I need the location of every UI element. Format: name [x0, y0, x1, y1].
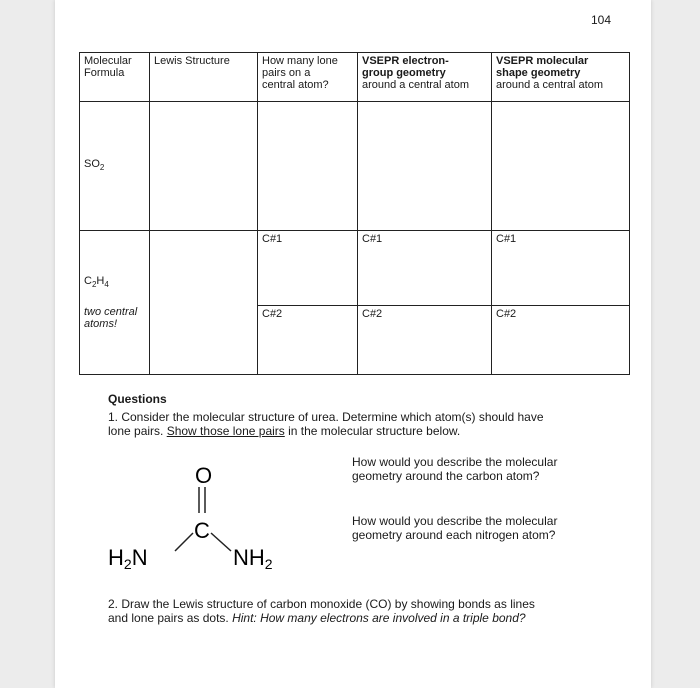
urea-right-amine: NH2: [233, 545, 273, 572]
c2h4-label: $C_2H_4$ two central atoms!: [80, 231, 150, 375]
worksheet-page: [55, 0, 651, 688]
table-header-row: [80, 53, 630, 102]
so2-label: $SO_2$: [80, 102, 150, 231]
header-lone-pairs: How many lone pairs on a central atom?: [258, 53, 358, 102]
c2h4-c2-lone-pairs: C#2: [258, 306, 358, 375]
c2h4-c2-molecular-shape: C#2: [492, 306, 630, 375]
table-row-so2: [80, 102, 630, 231]
urea-carbon: C: [194, 518, 210, 543]
so2-lewis-cell: [150, 102, 258, 231]
question-2: 2. Draw the Lewis structure of carbon monoxide (CO) by showing bonds as lines and lone pairs as dots. Hint: How many electrons are involved in a triple bond?: [108, 597, 535, 625]
table-row-c2h4-c1: [80, 231, 630, 306]
questions-section: [108, 392, 608, 438]
header-lewis-structure: Lewis Structure: [150, 53, 258, 102]
c2h4-c1-electron-geometry: C#1: [358, 231, 492, 306]
question-1-nitrogen: How would you describe the molecular geometry around each nitrogen atom?: [352, 514, 558, 542]
urea-structure: [105, 455, 305, 575]
header-molecular-formula: Molecular Formula: [80, 53, 150, 102]
header-electron-geometry: VSEPR electron- group geometry around a central atom: [358, 53, 492, 102]
urea-left-bond: [175, 533, 193, 551]
so2-lone-pairs-cell: [258, 102, 358, 231]
header-molecular-shape: VSEPR molecular shape geometry around a central atom: [492, 53, 630, 102]
question-1-carbon: How would you describe the molecular geometry around the carbon atom?: [352, 455, 558, 483]
page-number: 104: [590, 13, 611, 27]
c2h4-c1-molecular-shape: C#1: [492, 231, 630, 306]
question-1: 1. Consider the molecular structure of urea. Determine which atom(s) should have lone pairs. Show those lone pairs in the molecular structure below.: [108, 410, 544, 438]
c2h4-lewis-cell: [150, 231, 258, 375]
c2h4-c2-electron-geometry: C#2: [358, 306, 492, 375]
so2-molecular-shape-cell: [492, 102, 630, 231]
urea-right-bond: [211, 533, 231, 551]
so2-electron-geometry-cell: [358, 102, 492, 231]
urea-left-amine: H2N: [108, 545, 148, 572]
c2h4-c1-lone-pairs: C#1: [258, 231, 358, 306]
vsepr-table: [79, 52, 630, 375]
c2h4-note: two central atoms!: [84, 305, 138, 330]
urea-oxygen: O: [195, 463, 213, 488]
questions-title: Questions: [108, 392, 167, 406]
